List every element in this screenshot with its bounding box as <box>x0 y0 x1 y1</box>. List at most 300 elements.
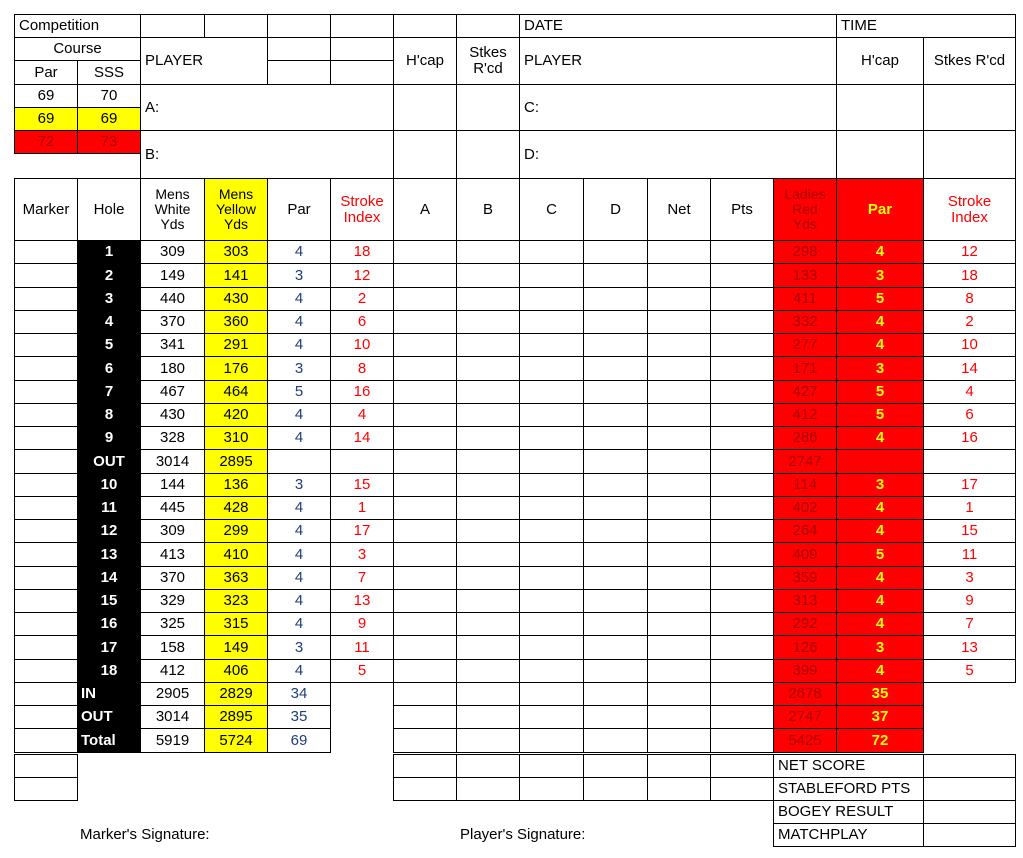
score-cell-net[interactable] <box>647 659 711 683</box>
score-cell-d[interactable] <box>583 403 648 427</box>
result-label: NET SCORE <box>773 754 924 778</box>
marker-score-cell[interactable] <box>14 589 78 613</box>
extra-score-a[interactable] <box>393 777 457 801</box>
score-cell-a[interactable] <box>393 635 457 659</box>
ladies-stroke-index-header-line: Stroke <box>947 192 992 210</box>
score-cell-c[interactable] <box>519 659 584 683</box>
stroke-index: 3 <box>330 542 394 566</box>
score-cell-b[interactable] <box>456 310 520 334</box>
extra-score-a[interactable] <box>393 754 457 778</box>
extra-net[interactable] <box>647 754 711 778</box>
player-c-field[interactable]: C: <box>519 84 837 131</box>
competition-field[interactable] <box>393 14 457 38</box>
score-cell-pts[interactable] <box>710 496 774 520</box>
score-cell-c[interactable] <box>519 519 584 543</box>
ladies-par: 4 <box>836 612 924 636</box>
score-cell-a[interactable] <box>393 659 457 683</box>
score-cell-c[interactable] <box>519 403 584 427</box>
marker-score-cell[interactable] <box>14 333 78 357</box>
score-cell-d[interactable] <box>583 333 648 357</box>
score-cell-d[interactable] <box>583 287 648 311</box>
hole-number: 4 <box>77 310 141 334</box>
ladies-par-header: Par <box>836 178 924 241</box>
marker-total-cell[interactable] <box>14 682 78 706</box>
player-d-strokes[interactable] <box>923 130 1016 179</box>
score-cell-c[interactable] <box>519 473 584 497</box>
score-cell-a[interactable] <box>393 542 457 566</box>
mens-yellow-yds: 430 <box>204 287 268 311</box>
course-par-value: 69 <box>14 107 78 131</box>
score-cell-pts[interactable] <box>710 449 774 473</box>
player-b-field[interactable]: B: <box>140 130 394 179</box>
player-a-field[interactable]: A: <box>140 84 394 131</box>
total-yellow-yds: 2895 <box>204 705 268 729</box>
score-cell-b[interactable] <box>456 496 520 520</box>
stkes2-label: Stkes R'cd <box>923 37 1016 85</box>
ladies-stroke-index: 5 <box>923 659 1016 683</box>
marker-score-cell[interactable] <box>14 380 78 404</box>
score-cell-a[interactable] <box>393 356 457 380</box>
result-value[interactable] <box>923 754 1016 778</box>
score-cell-b[interactable] <box>456 356 520 380</box>
score-cell-d[interactable] <box>583 310 648 334</box>
mens-white-yds: 329 <box>140 589 205 613</box>
score-cell-b[interactable] <box>456 566 520 590</box>
mens-white-yds: 180 <box>140 356 205 380</box>
total-pts[interactable] <box>710 682 774 706</box>
total-pts[interactable] <box>710 705 774 729</box>
player-a-hcap[interactable] <box>393 84 457 131</box>
hole-number: 2 <box>77 263 141 287</box>
mens-yellow-yds: 310 <box>204 426 268 450</box>
score-cell-c[interactable] <box>519 333 584 357</box>
total-net[interactable] <box>647 728 711 752</box>
score-cell-b[interactable] <box>456 449 520 473</box>
score-cell-b[interactable] <box>456 403 520 427</box>
score-cell-a[interactable] <box>393 473 457 497</box>
score-cell-d[interactable] <box>583 356 648 380</box>
score-cell-c[interactable] <box>519 542 584 566</box>
ladies-par: 4 <box>836 519 924 543</box>
mens-white-yds: 413 <box>140 542 205 566</box>
score-cell-pts[interactable] <box>710 566 774 590</box>
score-cell-d[interactable] <box>583 473 648 497</box>
hole-par: 4 <box>267 519 331 543</box>
net-header: Net <box>647 178 711 241</box>
hole-number: 7 <box>77 380 141 404</box>
ladies-red-yds: 264 <box>773 519 837 543</box>
score-cell-net[interactable] <box>647 589 711 613</box>
total-label: IN <box>77 682 141 706</box>
mens-white-yds: 440 <box>140 287 205 311</box>
score-cell-c[interactable] <box>519 589 584 613</box>
total-pts[interactable] <box>710 728 774 752</box>
extra-pts[interactable] <box>710 754 774 778</box>
score-cell-net[interactable] <box>647 240 711 264</box>
player-d-hcap[interactable] <box>836 130 924 179</box>
score-cell-b[interactable] <box>456 473 520 497</box>
mens-yellow-yds: 406 <box>204 659 268 683</box>
score-cell-c[interactable] <box>519 426 584 450</box>
course-label: Course <box>14 37 141 61</box>
marker-score-cell[interactable] <box>14 519 78 543</box>
hole-par: 5 <box>267 380 331 404</box>
score-cell-pts[interactable] <box>710 426 774 450</box>
player-c-hcap[interactable] <box>836 84 924 131</box>
score-cell-d[interactable] <box>583 426 648 450</box>
score-cell-a[interactable] <box>393 403 457 427</box>
stroke-index: 17 <box>330 519 394 543</box>
score-cell-c[interactable] <box>519 263 584 287</box>
marker-score-cell[interactable] <box>14 659 78 683</box>
total-ladies-par: 37 <box>836 705 924 729</box>
mens-yellow-yds: 149 <box>204 635 268 659</box>
player-field[interactable] <box>330 60 394 85</box>
hole-number: 17 <box>77 635 141 659</box>
extra-score-c[interactable] <box>519 777 584 801</box>
mens-white-yds: 3014 <box>140 449 205 473</box>
total-white-yds: 5919 <box>140 728 205 752</box>
score-cell-pts[interactable] <box>710 287 774 311</box>
score-cell-d[interactable] <box>583 519 648 543</box>
stroke-index: 15 <box>330 473 394 497</box>
ladies-stroke-index: 12 <box>923 240 1016 264</box>
hole-number: 11 <box>77 496 141 520</box>
score-cell-d[interactable] <box>583 612 648 636</box>
marker-score-cell[interactable] <box>14 612 78 636</box>
player-c-strokes[interactable] <box>923 84 1016 131</box>
score-cell-b[interactable] <box>456 263 520 287</box>
stroke-index-header <box>330 178 394 241</box>
score-cell-c[interactable] <box>519 566 584 590</box>
score-cell-b[interactable] <box>456 240 520 264</box>
score-cell-b[interactable] <box>456 519 520 543</box>
score-cell-a[interactable] <box>393 380 457 404</box>
marker-score-cell[interactable] <box>14 426 78 450</box>
total-score-d[interactable] <box>583 682 648 706</box>
player-field[interactable] <box>267 37 331 61</box>
score-cell-a[interactable] <box>393 449 457 473</box>
competition-field[interactable] <box>204 14 268 38</box>
total-score-a[interactable] <box>393 728 457 752</box>
score-cell-b[interactable] <box>456 287 520 311</box>
extra-score-d[interactable] <box>583 754 648 778</box>
score-cell-a[interactable] <box>393 426 457 450</box>
score-cell-b[interactable] <box>456 380 520 404</box>
mens-yellow-yds: 2895 <box>204 449 268 473</box>
score-cell-a[interactable] <box>393 612 457 636</box>
score-cell-a[interactable] <box>393 310 457 334</box>
score-cell-net[interactable] <box>647 473 711 497</box>
mens-white-yds: 412 <box>140 659 205 683</box>
total-net[interactable] <box>647 705 711 729</box>
hole-number: 6 <box>77 356 141 380</box>
ladies-par <box>836 449 924 473</box>
score-cell-d[interactable] <box>583 589 648 613</box>
score-cell-b[interactable] <box>456 612 520 636</box>
score-cell-pts[interactable] <box>710 473 774 497</box>
stroke-index-header-line: Stroke <box>340 192 384 210</box>
total-ladies-par: 72 <box>836 728 924 752</box>
score-cell-d[interactable] <box>583 240 648 264</box>
score-cell-net[interactable] <box>647 333 711 357</box>
score-cell-c[interactable] <box>519 496 584 520</box>
score-cell-pts[interactable] <box>710 635 774 659</box>
extra-score-b[interactable] <box>456 754 520 778</box>
score-cell-net[interactable] <box>647 310 711 334</box>
extra-pts[interactable] <box>710 777 774 801</box>
score-cell-c[interactable] <box>519 612 584 636</box>
score-cell-net[interactable] <box>647 426 711 450</box>
player-field[interactable] <box>267 60 331 85</box>
score-cell-net[interactable] <box>647 496 711 520</box>
score-cell-pts[interactable] <box>710 333 774 357</box>
mens-white-yds: 467 <box>140 380 205 404</box>
total-red-yds: 2678 <box>773 682 837 706</box>
score-cell-net[interactable] <box>647 263 711 287</box>
score-cell-b[interactable] <box>456 542 520 566</box>
mens-yellow-yds: 299 <box>204 519 268 543</box>
score-cell-a[interactable] <box>393 519 457 543</box>
competition-field[interactable] <box>140 14 205 38</box>
total-score-d[interactable] <box>583 705 648 729</box>
score-cell-a[interactable] <box>393 496 457 520</box>
score-cell-d[interactable] <box>583 496 648 520</box>
extra-score-d[interactable] <box>583 777 648 801</box>
marker-extra-cell[interactable] <box>14 777 78 801</box>
score-cell-b[interactable] <box>456 659 520 683</box>
mens-yellow-yds: 176 <box>204 356 268 380</box>
hole-number: 15 <box>77 589 141 613</box>
mens-yellow-yds: 464 <box>204 380 268 404</box>
extra-score-b[interactable] <box>456 777 520 801</box>
score-cell-c[interactable] <box>519 287 584 311</box>
score-cell-pts[interactable] <box>710 589 774 613</box>
player-d-field[interactable]: D: <box>519 130 837 179</box>
total-score-c[interactable] <box>519 682 584 706</box>
competition-label: Competition <box>14 14 141 38</box>
player2-label: PLAYER <box>519 37 837 85</box>
score-cell-a[interactable] <box>393 333 457 357</box>
hole-number: 9 <box>77 426 141 450</box>
mens-yellow-yds: 141 <box>204 263 268 287</box>
mens-yellow-yds: 363 <box>204 566 268 590</box>
stroke-index: 11 <box>330 635 394 659</box>
stroke-index: 7 <box>330 566 394 590</box>
course-sss-value: 73 <box>77 130 141 154</box>
score-cell-c[interactable] <box>519 310 584 334</box>
marker-total-cell[interactable] <box>14 728 78 752</box>
marker-score-cell[interactable] <box>14 635 78 659</box>
total-ladies-par: 35 <box>836 682 924 706</box>
marker-score-cell[interactable] <box>14 356 78 380</box>
score-cell-net[interactable] <box>647 380 711 404</box>
player-c-header: C <box>519 178 584 241</box>
ladies-par: 4 <box>836 310 924 334</box>
competition-field[interactable] <box>330 14 394 38</box>
total-score-c[interactable] <box>519 705 584 729</box>
result-label: STABLEFORD PTS <box>773 777 924 801</box>
ladies-red-yds: 292 <box>773 612 837 636</box>
stroke-index: 4 <box>330 403 394 427</box>
score-cell-a[interactable] <box>393 263 457 287</box>
score-cell-net[interactable] <box>647 635 711 659</box>
score-cell-b[interactable] <box>456 635 520 659</box>
result-value[interactable] <box>923 777 1016 801</box>
extra-score-c[interactable] <box>519 754 584 778</box>
ladies-stroke-index: 3 <box>923 566 1016 590</box>
score-cell-c[interactable] <box>519 380 584 404</box>
score-cell-pts[interactable] <box>710 356 774 380</box>
result-value[interactable] <box>923 800 1016 824</box>
score-cell-pts[interactable] <box>710 519 774 543</box>
ladies-stroke-index: 10 <box>923 333 1016 357</box>
hole-par: 4 <box>267 566 331 590</box>
total-score-d[interactable] <box>583 728 648 752</box>
mens-white-header-line: Yds <box>160 215 185 232</box>
hole-number: 14 <box>77 566 141 590</box>
ladies-red-yds: 332 <box>773 310 837 334</box>
ladies-stroke-index: 9 <box>923 589 1016 613</box>
score-cell-pts[interactable] <box>710 310 774 334</box>
score-cell-a[interactable] <box>393 287 457 311</box>
marker-score-cell[interactable] <box>14 403 78 427</box>
score-cell-net[interactable] <box>647 403 711 427</box>
score-cell-d[interactable] <box>583 263 648 287</box>
marker-score-cell[interactable] <box>14 287 78 311</box>
score-cell-c[interactable] <box>519 449 584 473</box>
score-cell-c[interactable] <box>519 356 584 380</box>
stroke-index: 6 <box>330 310 394 334</box>
pts-header: Pts <box>710 178 774 241</box>
score-cell-pts[interactable] <box>710 380 774 404</box>
mens-white-yds: 328 <box>140 426 205 450</box>
extra-net[interactable] <box>647 777 711 801</box>
score-cell-d[interactable] <box>583 380 648 404</box>
stroke-index: 2 <box>330 287 394 311</box>
mens-yellow-header-line: Yds <box>223 215 249 232</box>
hole-number: 3 <box>77 287 141 311</box>
total-score-b[interactable] <box>456 705 520 729</box>
ladies-stroke-index: 15 <box>923 519 1016 543</box>
date-label: DATE <box>519 14 837 38</box>
result-value[interactable] <box>923 823 1016 847</box>
mens-white-yds: 149 <box>140 263 205 287</box>
score-cell-pts[interactable] <box>710 240 774 264</box>
marker-score-cell[interactable] <box>14 566 78 590</box>
total-score-a[interactable] <box>393 705 457 729</box>
marker-score-cell[interactable] <box>14 542 78 566</box>
player-a-strokes[interactable] <box>456 84 520 131</box>
hole-number: 16 <box>77 612 141 636</box>
result-label: BOGEY RESULT <box>773 800 924 824</box>
sss-label: SSS <box>77 60 141 85</box>
score-cell-c[interactable] <box>519 240 584 264</box>
marker-score-cell[interactable] <box>14 496 78 520</box>
score-cell-b[interactable] <box>456 426 520 450</box>
mens-white-yds: 370 <box>140 310 205 334</box>
ladies-red-yds: 411 <box>773 287 837 311</box>
ladies-red-header-line: Red <box>792 201 818 218</box>
marker-total-cell[interactable] <box>14 705 78 729</box>
player-b-strokes[interactable] <box>456 130 520 179</box>
stroke-index: 12 <box>330 263 394 287</box>
hole-par: 4 <box>267 310 331 334</box>
mens-white-yds: 309 <box>140 240 205 264</box>
score-cell-pts[interactable] <box>710 659 774 683</box>
score-cell-net[interactable] <box>647 449 711 473</box>
score-cell-b[interactable] <box>456 589 520 613</box>
marker-score-cell[interactable] <box>14 473 78 497</box>
marker-score-cell[interactable] <box>14 263 78 287</box>
ladies-red-yds: 412 <box>773 403 837 427</box>
total-score-b[interactable] <box>456 728 520 752</box>
ladies-red-yds: 399 <box>773 659 837 683</box>
ladies-red-yds: 171 <box>773 356 837 380</box>
score-cell-d[interactable] <box>583 542 648 566</box>
player-field[interactable] <box>330 37 394 61</box>
total-score-c[interactable] <box>519 728 584 752</box>
score-cell-net[interactable] <box>647 542 711 566</box>
score-cell-b[interactable] <box>456 333 520 357</box>
total-score-b[interactable] <box>456 682 520 706</box>
competition-field[interactable] <box>267 14 331 38</box>
ladies-red-yds: 286 <box>773 426 837 450</box>
score-cell-a[interactable] <box>393 566 457 590</box>
total-par: 69 <box>267 728 331 752</box>
score-cell-pts[interactable] <box>710 263 774 287</box>
total-score-a[interactable] <box>393 682 457 706</box>
score-cell-d[interactable] <box>583 635 648 659</box>
ladies-stroke-index: 14 <box>923 356 1016 380</box>
mens-white-yds: 325 <box>140 612 205 636</box>
ladies-par: 5 <box>836 542 924 566</box>
mens-white-yds: 341 <box>140 333 205 357</box>
player-b-hcap[interactable] <box>393 130 457 179</box>
score-cell-d[interactable] <box>583 659 648 683</box>
hcap2-label: H'cap <box>836 37 924 85</box>
total-white-yds: 3014 <box>140 705 205 729</box>
total-yellow-yds: 5724 <box>204 728 268 752</box>
score-cell-pts[interactable] <box>710 403 774 427</box>
score-cell-pts[interactable] <box>710 612 774 636</box>
total-net[interactable] <box>647 682 711 706</box>
mens-yellow-yds: 360 <box>204 310 268 334</box>
score-cell-d[interactable] <box>583 449 648 473</box>
score-cell-pts[interactable] <box>710 542 774 566</box>
score-cell-net[interactable] <box>647 356 711 380</box>
score-cell-net[interactable] <box>647 287 711 311</box>
player-signature-label: Player's Signature: <box>460 826 586 843</box>
score-cell-net[interactable] <box>647 519 711 543</box>
hole-par: 4 <box>267 333 331 357</box>
score-cell-d[interactable] <box>583 566 648 590</box>
marker-score-cell[interactable] <box>14 449 78 473</box>
marker-extra-cell[interactable] <box>14 754 78 778</box>
score-cell-net[interactable] <box>647 566 711 590</box>
marker-score-cell[interactable] <box>14 310 78 334</box>
score-cell-a[interactable] <box>393 240 457 264</box>
competition-field[interactable] <box>456 14 520 38</box>
score-cell-net[interactable] <box>647 612 711 636</box>
stroke-index: 9 <box>330 612 394 636</box>
ladies-red-yds: 313 <box>773 589 837 613</box>
mens-white-yds: 158 <box>140 635 205 659</box>
score-cell-a[interactable] <box>393 589 457 613</box>
score-cell-c[interactable] <box>519 635 584 659</box>
marker-score-cell[interactable] <box>14 240 78 264</box>
hcap-label: H'cap <box>393 37 457 85</box>
